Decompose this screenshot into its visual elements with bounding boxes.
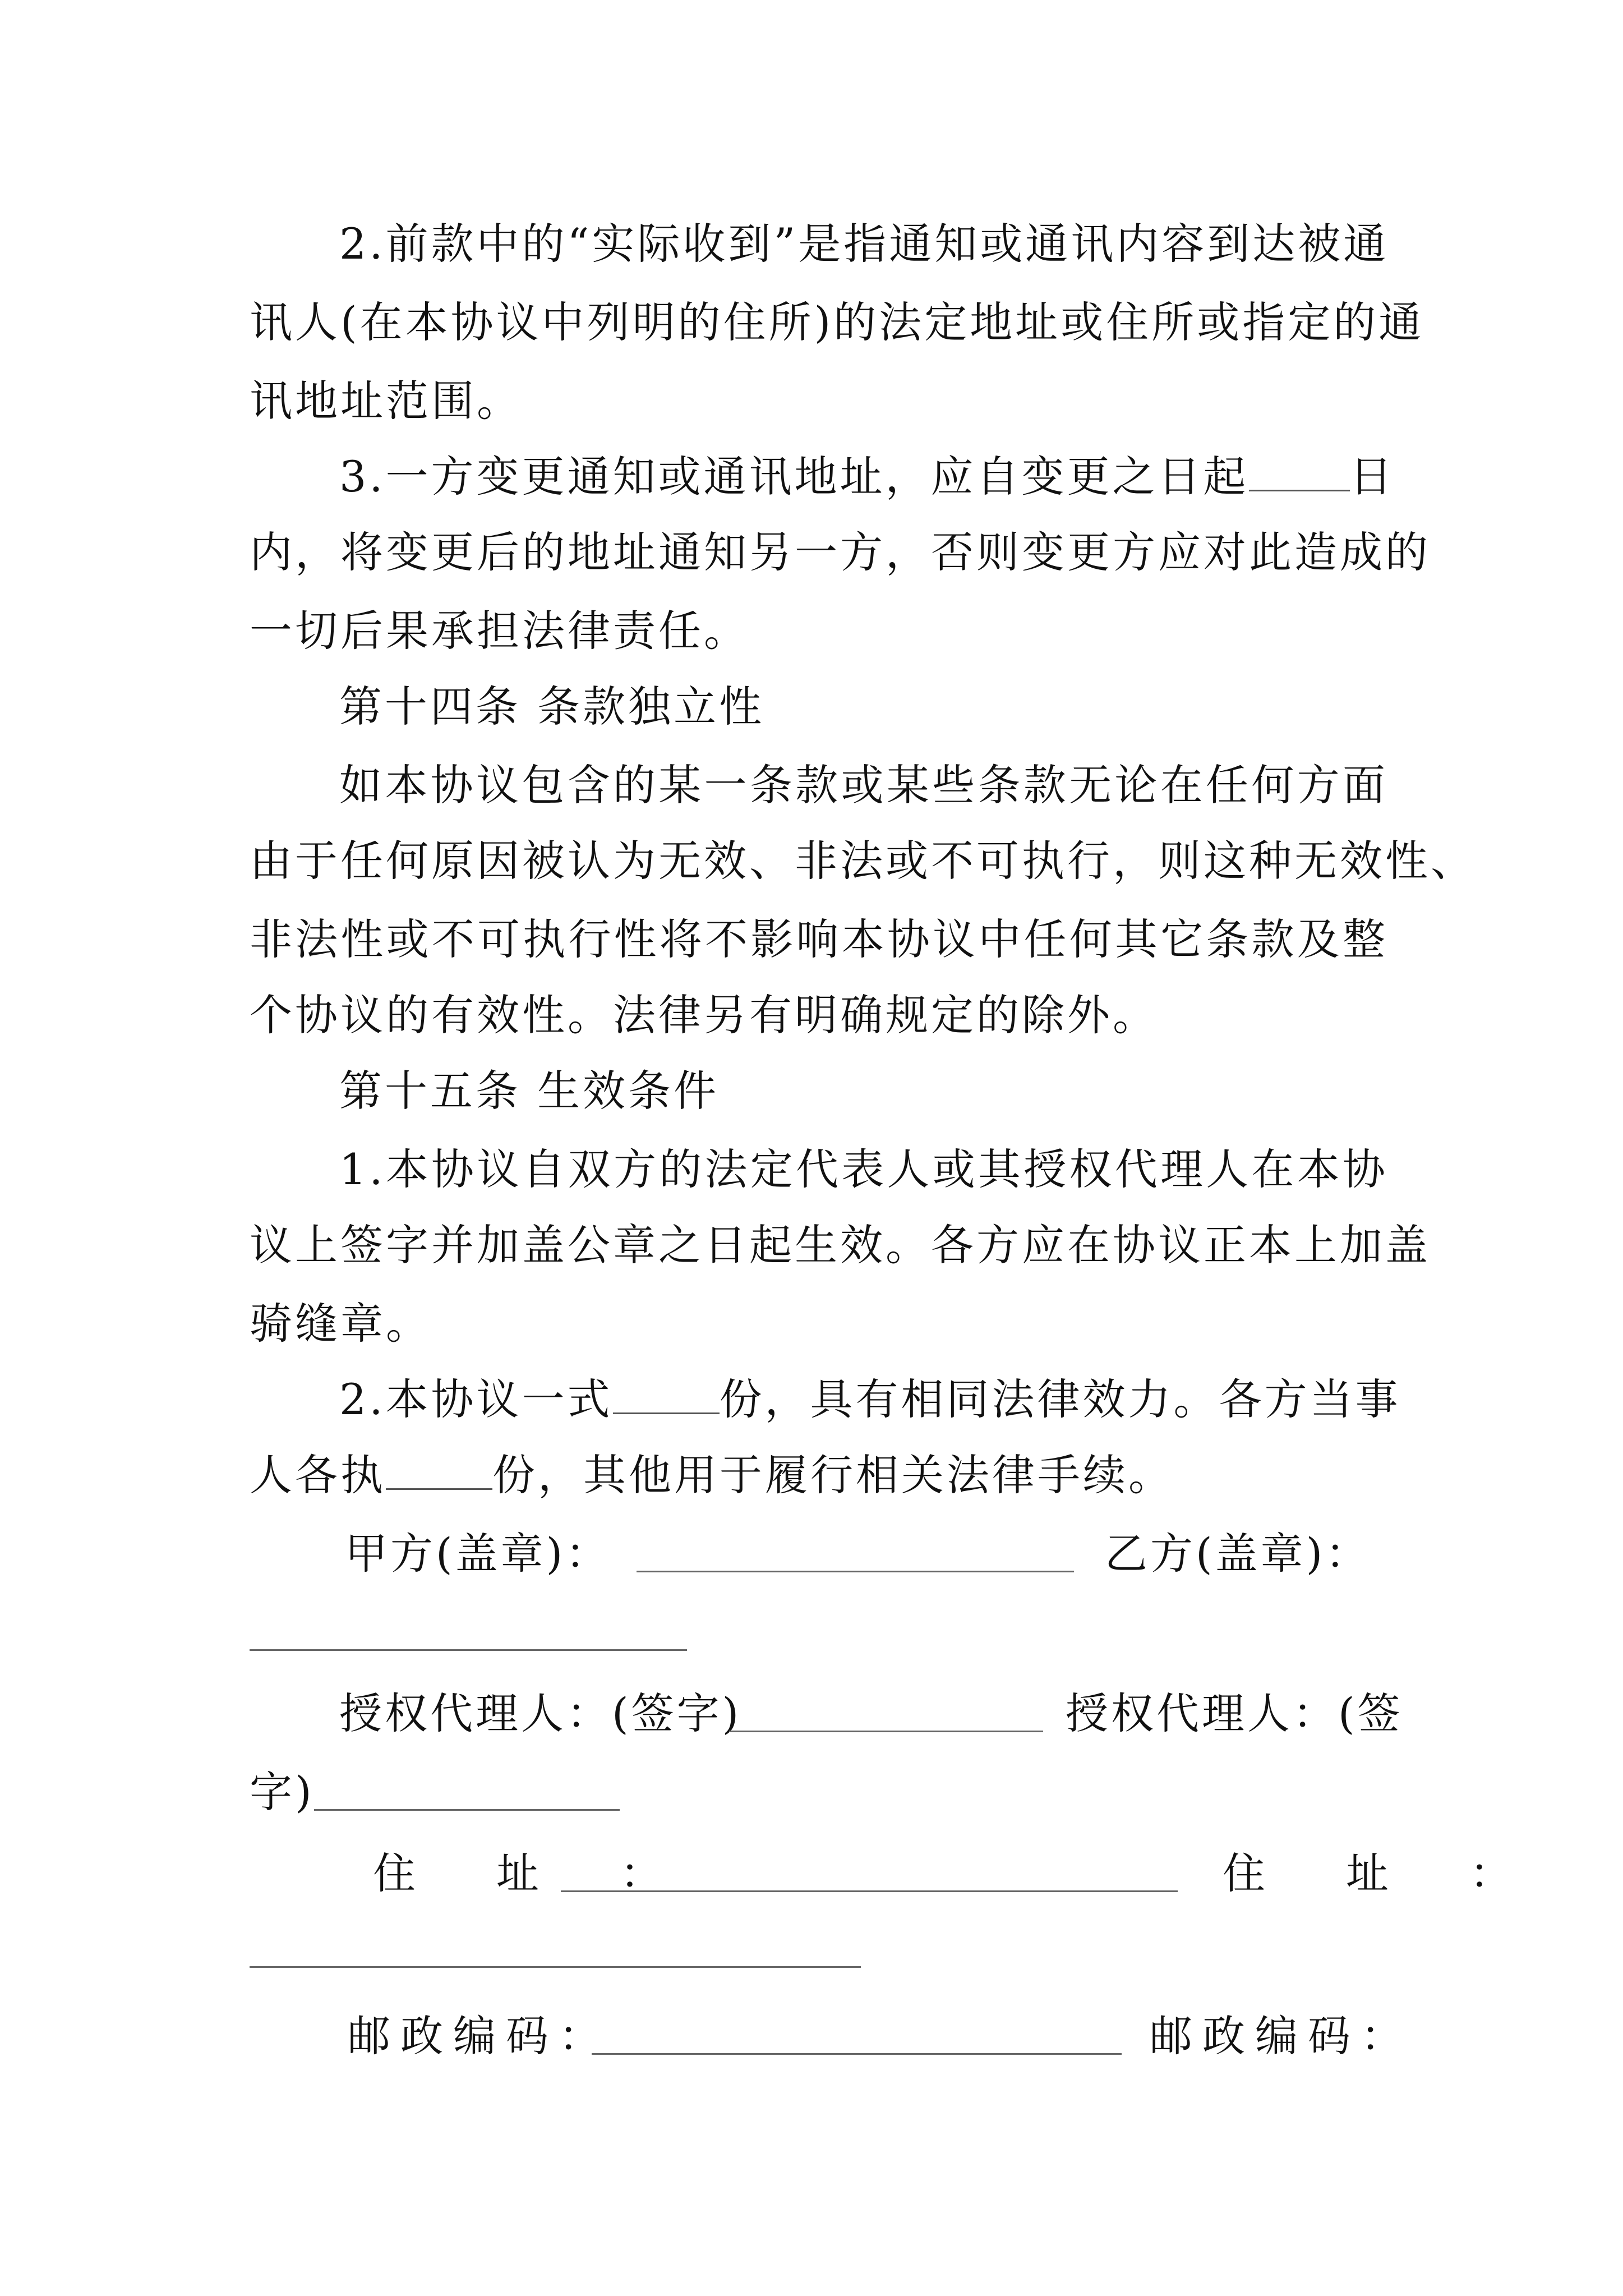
clause14-line2: 由于任何原因被认为无效、非法或不可执行，则这种无效性、 [250,836,1476,886]
address-a-line [561,1890,1178,1892]
clause14-line4: 个协议的有效性。法律另有明确规定的除外。 [250,990,1158,1040]
address-b-line [250,1966,861,1968]
address-a-label: 住 址 ： [373,1848,697,1898]
clause15-item1-line1: 1.本协议自双方的法定代表人或其授权代理人在本协 [339,1144,1388,1194]
agent-a-label: 授权代理人：(签字) [339,1688,742,1738]
clause13-item3-text-b: 日 [1349,452,1395,501]
clause15-item1-line3: 骑缝章。 [250,1299,431,1349]
clause13-item2-line1: 2.前款中的“实际收到”是指通知或通讯内容到达被通 [339,219,1389,269]
clause15-item1-line2: 议上签字并加盖公章之日起生效。各方应在协议正本上加盖 [250,1220,1431,1270]
copies-text-b: 份，具有相同法律效力。各方当事 [719,1374,1401,1424]
party-a-seal-line [637,1571,1074,1572]
party-b-seal-label: 乙方(盖章)： [1105,1529,1371,1579]
each-holds-text-a: 人各执 [250,1450,386,1500]
clause15-heading: 第十五条 生效条件 [339,1066,720,1116]
clause13-item2-line2: 讯人(在本协议中列明的住所)的法定地址或住所或指定的通 [250,297,1424,347]
postcode-a-label: 邮政编码： [348,2011,611,2061]
postcode-a-line [592,2053,1122,2055]
agent-a-line [729,1731,1043,1732]
agent-b-line [314,1809,620,1811]
clause14-heading: 第十四条 条款独立性 [339,682,765,731]
clause15-item2-line2 [250,1447,1388,1503]
copies-text-a: 2.本协议一式 [339,1374,613,1424]
party-a-seal-label: 甲方(盖章)： [345,1529,611,1579]
address-b-label: 住 址 ： [1223,1848,1546,1898]
clause13-item3-text-a: 3.一方变更通知或通讯地址，应自变更之日起 [339,452,1249,501]
each-holds-blank [386,1449,492,1490]
party-b-seal-line [250,1649,687,1651]
clause13-item3-line3: 一切后果承担法律责任。 [250,606,749,656]
copies-blank [613,1373,720,1414]
clause13-item2-line3: 讯地址范围。 [250,376,522,426]
clause13-item3-line1 [339,449,1395,505]
agent-b-label-cont: 字) [250,1767,315,1817]
clause14-line1: 如本协议包含的某一条款或某些条款无论在任何方面 [339,760,1388,810]
clause15-item2-line1 [339,1372,1401,1428]
days-blank [1249,450,1350,491]
clause13-item3-line2: 内，将变更后的地址通知另一方，否则变更方应对此造成的 [250,527,1431,577]
agent-b-label: 授权代理人：(签 [1066,1688,1403,1738]
clause14-line3: 非法性或不可执行性将不影响本协议中任何其它条款及整 [250,914,1388,964]
postcode-b-label: 邮政编码： [1150,2011,1413,2061]
each-holds-text-b: 份，其他用于履行相关法律手续。 [492,1450,1174,1500]
